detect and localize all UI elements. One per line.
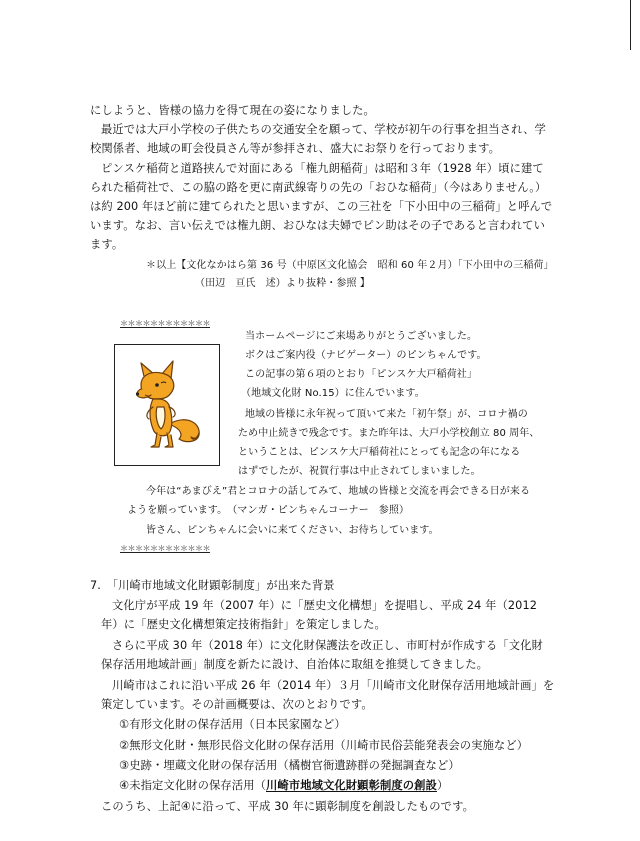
plan-item-4 [119, 777, 448, 794]
intro-line: 最近では大戸小学校の子供たちの交通安全を願って、学校が初午の行事を担当され、学 [101, 123, 546, 136]
section-7-line: 年）に「歴史文化構想策定技術指針」を策定しました。 [101, 618, 386, 631]
section-7-line: 文化庁が平成 19 年（2007 年）に「歴史文化構想」を提唱し、平成 24 年（2012 [112, 599, 538, 612]
citation-line-1: ＊以上【文化なかはら第 36 号（中原区文化協会 昭和 60 年２月）「下小田中の三稲荷」 [146, 260, 554, 271]
divider-stars-top: ＊＊＊＊＊＊＊＊＊＊＊＊ [120, 319, 210, 328]
plan-item-4-suffix: ） [436, 779, 449, 792]
citation-line-2: （田辺 亘氏 述）より抜粋・参照 】 [195, 278, 370, 289]
guide-note-line: 今年は“あまびえ”君とコロナの話してみて、地域の皆様と交流を再会できる日が来る [146, 486, 531, 497]
fox-mascot-frame [114, 344, 220, 466]
guide-note-line: 皆さん、ピンちゃんに会いに来てください、お待ちしています。 [146, 525, 439, 536]
section-7-line: さらに平成 30 年（2018 年）に文化財保護法を改正し、市町村が作成する「文化財 [112, 639, 543, 652]
fox-mascot-icon [115, 345, 219, 465]
section-7-heading: 7. 「川崎市地域文化財顕彰制度」が出来た背景 [90, 579, 335, 592]
guide-note-line: 地域の皆様に永年祝って頂いて来た「初午祭」が、コロナ禍の [245, 409, 528, 420]
guide-note-line: はずでしたが、祝賀行事は中止されてしまいました。 [238, 466, 481, 477]
section-7-line: 策定しています。その計画概要は、次のとおりです。 [101, 698, 373, 711]
intro-line: にしようと、皆様の協力を得て現在の姿になりました。 [90, 104, 375, 117]
plan-item-1: ①有形文化財の保存活用（日本民家園など） [119, 718, 346, 731]
plan-item-4-emphasis: 川崎市地域文化財顕彰制度の創設 [266, 779, 437, 792]
intro-line: 校関係者、地域の町会役員さん等が参拝され、盛大にお祭りを行っております。 [90, 142, 501, 155]
guide-note-line: ようを願っています。 （マンガ・ピンちゃんコーナー 参照） [127, 505, 410, 516]
section-7-closing: このうち、上記④に沿って、平成 30 年に顕彰制度を創設したものです。 [101, 800, 474, 813]
guide-note-line: （地域文化財 No.15）に住んでいます。 [241, 388, 425, 399]
intro-line: は約 200 年ほど前に建てられたと思いますが、この三社を「下小田中の三稲荷」と呼んで [90, 200, 553, 213]
intro-line: られた稲荷社で、この脇の路を更に南武線寄りの先の「おひな稲荷」（今はありません。） [90, 181, 547, 194]
intro-line: ピンスケ稲荷と道路挟んで対面にある「権九朗稲荷」は昭和３年（1928 年）頃に建て [101, 162, 544, 175]
divider-stars-bottom: ＊＊＊＊＊＊＊＊＊＊＊＊ [120, 544, 210, 553]
guide-note-line: この記事の第６項のとおり「ピンスケ大戸稲荷社」 [245, 369, 477, 380]
plan-item-2: ②無形文化財・無形民俗文化財の保存活用（川崎市民俗芸能発表会の実施など） [119, 739, 529, 752]
section-7-line: 保存活用地域計画」制度を新たに設け、自治体に取組を推奨してきました。 [101, 658, 489, 671]
guide-note-line: 当ホームページにご来場ありがとうございました。 [245, 331, 478, 342]
plan-item-3: ③史跡・埋蔵文化財の保存活用（橘樹官衙遺跡群の発掘調査など） [119, 759, 460, 772]
guide-note-line: ということは、ピンスケ大戸稲荷社にとっても記念の年になる [238, 447, 521, 458]
guide-note-line: ボクはご案内役（ナビゲーター）のピンちゃんです。 [245, 350, 487, 361]
section-7-line: 川崎市はこれに沿い平成 26 年（2014 年）３月「川崎市文化財保存活用地域計画」を [112, 679, 555, 692]
page-edge-line [630, 0, 631, 50]
intro-line: ます。 [90, 238, 124, 251]
intro-line: います。なお、言い伝えでは権九朗、おひなは夫婦でピン助はその子であると言われてい [90, 219, 545, 232]
guide-note-line: ため中止続きで残念です。また昨年は、大戸小学校創立 80 周年、 [238, 428, 540, 439]
plan-item-4-prefix: ④未指定文化財の保存活用（ [119, 779, 266, 792]
